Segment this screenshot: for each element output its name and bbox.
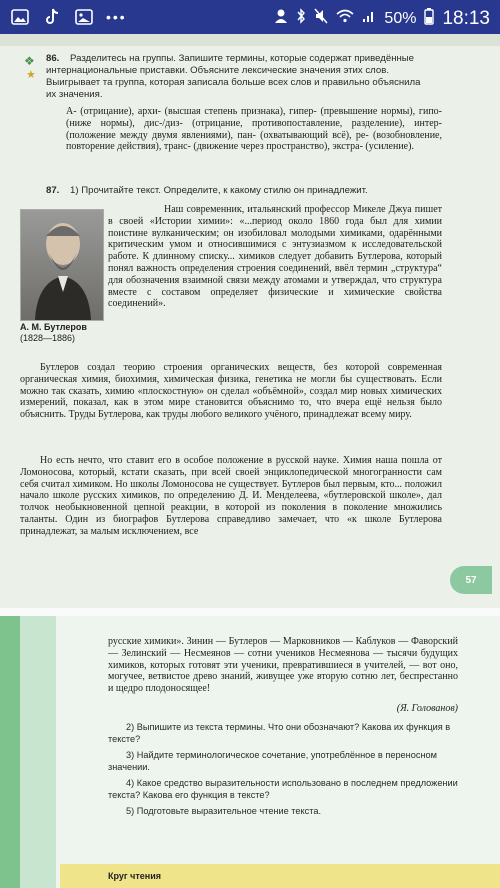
task-86-text: Разделитесь на группы. Запишите термины, которые содержат приведённые интернациональные приставки. Объясните лексические значения этих слов. Выигрывает та группа, которая записала больше всех слов и правильно объяснила их значения. [46, 53, 421, 100]
margin-strip-dark [0, 616, 20, 888]
text-continuation: русские химики». Зинин — Бутлеров — Марковников — Каблуков — Фаворский — Зелинский — Несмеянов — сотни учеников Несмеянова — тысячи будущих химиков, которых готовят эти ученики, превратившиеся в учителей, — вот оно, могучее, ветвистое древо знаний, живущее уже вторую сотню лет, беспрестанно и щедро плодоносящее! [108, 636, 458, 695]
question-5: 5) Подготовьте выразительное чтение текста. [126, 806, 321, 816]
task-86-prefixes: А- (отрицание), архи- (высшая степень признака), гипер- (превышение нормы), гипо- (ниже нормы), дис-/диз- (отрицание, противопоставление, разделение), интер- (положение между двумя явлениями), пан- (охватывающий всё), ре- (возобновление, повторение действия), транс- (движение через пространство), экстра- (усиление). [66, 106, 442, 153]
mute-icon [314, 8, 328, 29]
task-86-instruction [46, 53, 426, 101]
status-bar [0, 0, 500, 34]
bluetooth-icon [296, 8, 306, 29]
question-3: 3) Найдите терминологическое сочетание, употреблённое в переносном значении. [108, 750, 437, 772]
butlerov-portrait [20, 209, 104, 321]
clock: 18:13 [442, 7, 490, 29]
wifi-icon [336, 9, 354, 28]
text-paragraph-1: Наш современник, итальянский профессор Микеле Джуа пишет в своей «Истории химии»: «...период около 1860 года был для химии поистине вулканическим; он изобиловал молодыми химиками, одарёнными критическим умом и относившимися с энтузиазмом к исследовательской работе. К длинному списку... химиков следует добавить Бутлерова, который понял важность определения строения соединений, ввёл термин „структура“ для обозначения взаимной связи между атомами и утверждал, что структура вместе с составом определяет физические и химические свойства соединений». [108, 204, 442, 310]
task-87-instruction [46, 185, 426, 197]
question-2: 2) Выпишите из текста термины. Что они обозначают? Какова их функция в тексте? [108, 722, 451, 744]
star-icon: ★ [26, 69, 36, 81]
text-paragraph-3: Но есть нечто, что ставит его в особое положение в русской науке. Химия наша пошла от Ломоносова, который, кстати сказать, при всей своей энциклопедической многогранности сам себя считал химиком. Но школы Ломоносова не существует. Бутлеров был первым, кто... положил начало школе русских химиков, по определению Д. И. Менделеева, «бутлеровской школе», дал толчок необыкновенной цепной реакции, в которой из поколения в поколение множились таланты. Один из биографов Бутлерова справедливо замечает, что «к школе Бутлерова принадлежат, за малым исключением, все [20, 455, 442, 537]
battery-percent: 50% [384, 9, 417, 27]
group-icon: ❖ [24, 54, 35, 68]
caption-name: А. М. Бутлеров [20, 322, 87, 332]
tiktok-icon [42, 7, 62, 27]
person-icon [274, 8, 288, 29]
more-icon: ••• [106, 9, 127, 25]
gallery-icon [74, 7, 94, 27]
text-paragraph-2: Бутлеров создал теорию строения органических веществ, без которой современная органическая химия, биохимия, химическая физика, генетика не могли бы существовать. Если можно так сказать, химию «плоскостную» он сделал «объёмной», создал мир новых химических измерений, показал, как в этом мире становится объяснимо то, что вчера ещё нельзя было объяснить. Труды Бутлерова, как труды любого великого учёного, принадлежат всему миру. [20, 362, 442, 421]
page-gap [0, 608, 500, 616]
portrait-caption [20, 322, 87, 344]
task-87-text: 1) Прочитайте текст. Определите, к какому стилю он принадлежит. [70, 185, 368, 196]
author-attribution: (Я. Голованов) [396, 703, 458, 714]
page-top-edge [0, 34, 500, 46]
battery-icon [424, 7, 434, 30]
task-86-number: 86. [46, 53, 60, 64]
section-title: Круг чтения [108, 871, 161, 881]
signal-icon [362, 9, 376, 28]
textbook-page-2[interactable] [0, 616, 500, 888]
task-87-number: 87. [46, 185, 60, 196]
textbook-page-1[interactable] [0, 34, 500, 608]
image-icon [10, 7, 30, 27]
question-4: 4) Какое средство выразительности использовано в последнем предложении текста? Какова его функция в тексте? [108, 778, 458, 800]
reading-section-header [60, 864, 500, 888]
page-number: 57 [450, 566, 492, 594]
caption-years: (1828—1886) [20, 333, 76, 343]
